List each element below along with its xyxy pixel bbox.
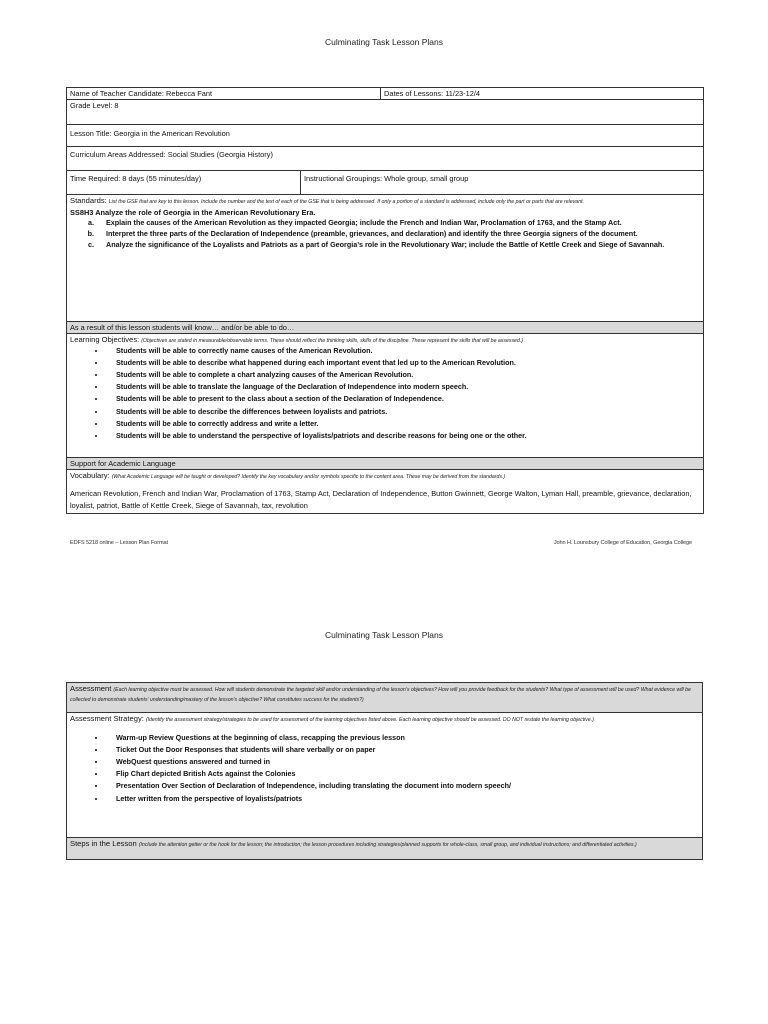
strategy-item: • WebQuest questions answered and turned in [106, 756, 699, 768]
strategy-note: (Identify the assessment strategy/strategies to be used for assessment of the learning objectives listed above. Each learning objective should be assessed. DO NOT restate the learning objective.) [145, 717, 594, 723]
strategy-item: • Ticket Out the Door Responses that students will share verbally or on paper [106, 744, 699, 756]
vocabulary-note: (What Academic Language will be taught or developed? Identify the key vocabulary and/or symbols specific to the content area. These may be derived from the standards.) [111, 474, 506, 480]
standard-item: b. Interpret the three parts of the Declaration of Independence (preamble, grievances, and declaration) and identify the three Georgia signers of the document. [96, 228, 700, 239]
strategy-label: Assessment Strategy [70, 714, 142, 723]
steps-note: (Include the attention getter or the hook for the lesson; the introduction; the lesson procedures including strategies/planned supports for whole-class, small group, and individual instructions; and differentiated activities.) [138, 842, 637, 848]
steps-cell [67, 838, 703, 860]
grade-level: Grade Level: 8 [67, 100, 704, 125]
vocabulary-cell: Vocabulary: (What Academic Language will be taught or developed? Identify the key vocabulary and/or symbols specific to the content area. These may be derived from the standards.) American Revolution, French and Indian War, Proclamation of 1763, Stamp Act, Declaration of Independence, Button Gwinnett, George Walton, Lyman Hall, preamble, grievance, declaration, loyalist, patriot, Battle of Kettle Creek, Siege of Savannah, tax, revolution [67, 470, 704, 514]
objectives-list [70, 345, 700, 443]
strategy-item: • Flip Chart depicted British Acts against the Colonies [106, 768, 699, 780]
strategy-item: • Letter written from the perspective of loyalists/patriots [106, 793, 699, 805]
assessment-strategy-cell: Assessment Strategy: (Identify the assessment strategy/strategies to be used for assessment of the learning objectives listed above. Each learning objective should be assessed. DO NOT restate the learning objective.) • Warm-up Review Questions at the beginning of class, recapping the previous lesson • Ticket Out the Door Responses that students will share verbally or on paper • WebQuest questions answered and turned in • Flip Chart depicted British Acts against the Colonies • Presentation Over Section of Declaration of Independence, including translating the document into modern speech/ • Letter written from the perspective of loyalists/patriots [67, 713, 703, 838]
standards-note: List the GSE that are key to this lesson. Include the number and the text of each of the GSE that is being addressed. If only a portion of a standard is addressed, include only the part or parts that are relevant. [108, 199, 584, 205]
standard-code: SS8H3 Analyze the role of Georgia in the American Revolutionary Era. [70, 207, 316, 217]
vocabulary-label: Vocabulary [70, 471, 108, 480]
page-header: Culminating Task Lesson Plans [325, 37, 443, 47]
result-header: As a result of this lesson students will know… and/or be able to do… [67, 322, 704, 334]
curriculum-areas: Curriculum Areas Addressed: Social Studies (Georgia History) [67, 147, 704, 171]
objective-item: • Students will be able to present to the class about a section of the Declaration of Independence. [106, 393, 700, 405]
objective-item: • Students will be able to correctly name causes of the American Revolution. [106, 345, 700, 357]
strategy-list [70, 732, 699, 805]
assessment-note: (Each learning objective must be assessed. How will students demonstrate the targeted skill and/or understanding of the lesson’s objectives? How will you provide feedback for the students? What type of assessment will be used? What evidence will be collected to demonstrate students’ understanding/mastery of the lesson’s objective? What constitutes success for the students?) [70, 687, 691, 703]
objective-item: • Students will be able to understand the perspective of loyalists/patriots and describe reasons for being one or the other. [106, 430, 700, 442]
objective-item: • Students will be able to describe what happened during each important event that led up to the American Revolution. [106, 357, 700, 369]
strategy-item: • Presentation Over Section of Declaration of Independence, including translating the document into modern speech/ [106, 780, 699, 792]
vocabulary-text: American Revolution, French and Indian War, Proclamation of 1763, Stamp Act, Declaration of Independence, Button Gwinnett, George Walton, Lyman Hall, preamble, grievance, declaration, loyalist, patriot, Battle of Kettle Creek, Siege of Savannah, tax, revolution [70, 488, 692, 510]
lesson-dates: Dates of Lessons: 11/23-12/4 [381, 88, 704, 100]
standard-item: c. Analyze the significance of the Loyalists and Patriots as a part of Georgia’s role in the Revolutionary War; include the Battle of Kettle Creek and Siege of Savannah. [96, 239, 700, 250]
objective-item: • Students will be able to complete a chart analyzing causes of the American Revolution. [106, 369, 700, 381]
footer-course: EDFS 5218 online – Lesson Plan Format [70, 540, 168, 546]
standards-list [70, 217, 700, 250]
teacher-name: Name of Teacher Candidate: Rebecca Fant [67, 88, 381, 100]
support-header: Support for Academic Language [67, 458, 704, 470]
instructional-groupings: Instructional Groupings: Whole group, small group [301, 171, 704, 195]
standard-item: a. Explain the causes of the American Revolution as they impacted Georgia; include the French and Indian War, Proclamation of 1763, and the Stamp Act. [96, 217, 700, 228]
footer-college: John H. Lounsbury College of Education, Georgia College [553, 540, 692, 546]
standards-label: Standards [70, 196, 105, 205]
lesson-title: Lesson Title: Georgia in the American Revolution [67, 125, 704, 147]
standards-cell: Standards: List the GSE that are key to this lesson. Include the number and the text of each of the GSE that is being addressed. If only a portion of a standard is addressed, include only the part or parts that are relevant. SS8H3 Analyze the role of Georgia in the American Revolutionary Era. a. Explain the causes of the American Revolution as they impacted Georgia; include the French and Indian War, Proclamation of 1763, and the Stamp Act. b. Interpret the three parts of the Declaration of Independence (preamble, grievances, and declaration) and identify the three Georgia signers of the document. c. Analyze the significance of the Loyalists and Patriots as a part of Georgia’s role in the Revolutionary War; include the Battle of Kettle Creek and Siege of Savannah. [67, 195, 704, 322]
strategy-item: • Warm-up Review Questions at the beginning of class, recapping the previous lesson [106, 732, 699, 744]
lesson-plan-table [66, 87, 704, 514]
time-required: Time Required: 8 days (55 minutes/day) [67, 171, 301, 195]
assessment-table [66, 682, 703, 860]
assessment-label: Assessment [70, 684, 112, 693]
objectives-label: Learning Objectives [70, 335, 138, 344]
objectives-cell: Learning Objectives: (Objectives are stated in measurable/observable terms. These should reflect the thinking skills, skills of the discipline. These represent the skills that will be assessed.) • Students will be able to correctly name causes of the American Revolution. • Students will be able to describe what happened during each important event that led up to the American Revolution. • Students will be able to complete a chart analyzing causes of the American Revolution. • Students will be able to translate the language of the Declaration of Independence into modern speech. • Students will be able to present to the class about a section of the Declaration of Independence. • Students will be able to describe the differences between loyalists and patriots. • Students will be able to correctly address and write a letter. • Students will be able to understand the perspective of loyalists/patriots and describe reasons for being one or the other. [67, 334, 704, 458]
assessment-cell [67, 683, 703, 713]
steps-label: Steps in the Lesson [70, 839, 137, 848]
objective-item: • Students will be able to correctly address and write a letter. [106, 418, 700, 430]
objective-item: • Students will be able to translate the language of the Declaration of Independence into modern speech. [106, 381, 700, 393]
page-header: Culminating Task Lesson Plans [325, 630, 443, 640]
objectives-note: (Objectives are stated in measurable/observable terms. These should reflect the thinking skills, skills of the discipline. These represent the skills that will be assessed.) [141, 338, 523, 344]
objective-item: • Students will be able to describe the differences between loyalists and patriots. [106, 406, 700, 418]
